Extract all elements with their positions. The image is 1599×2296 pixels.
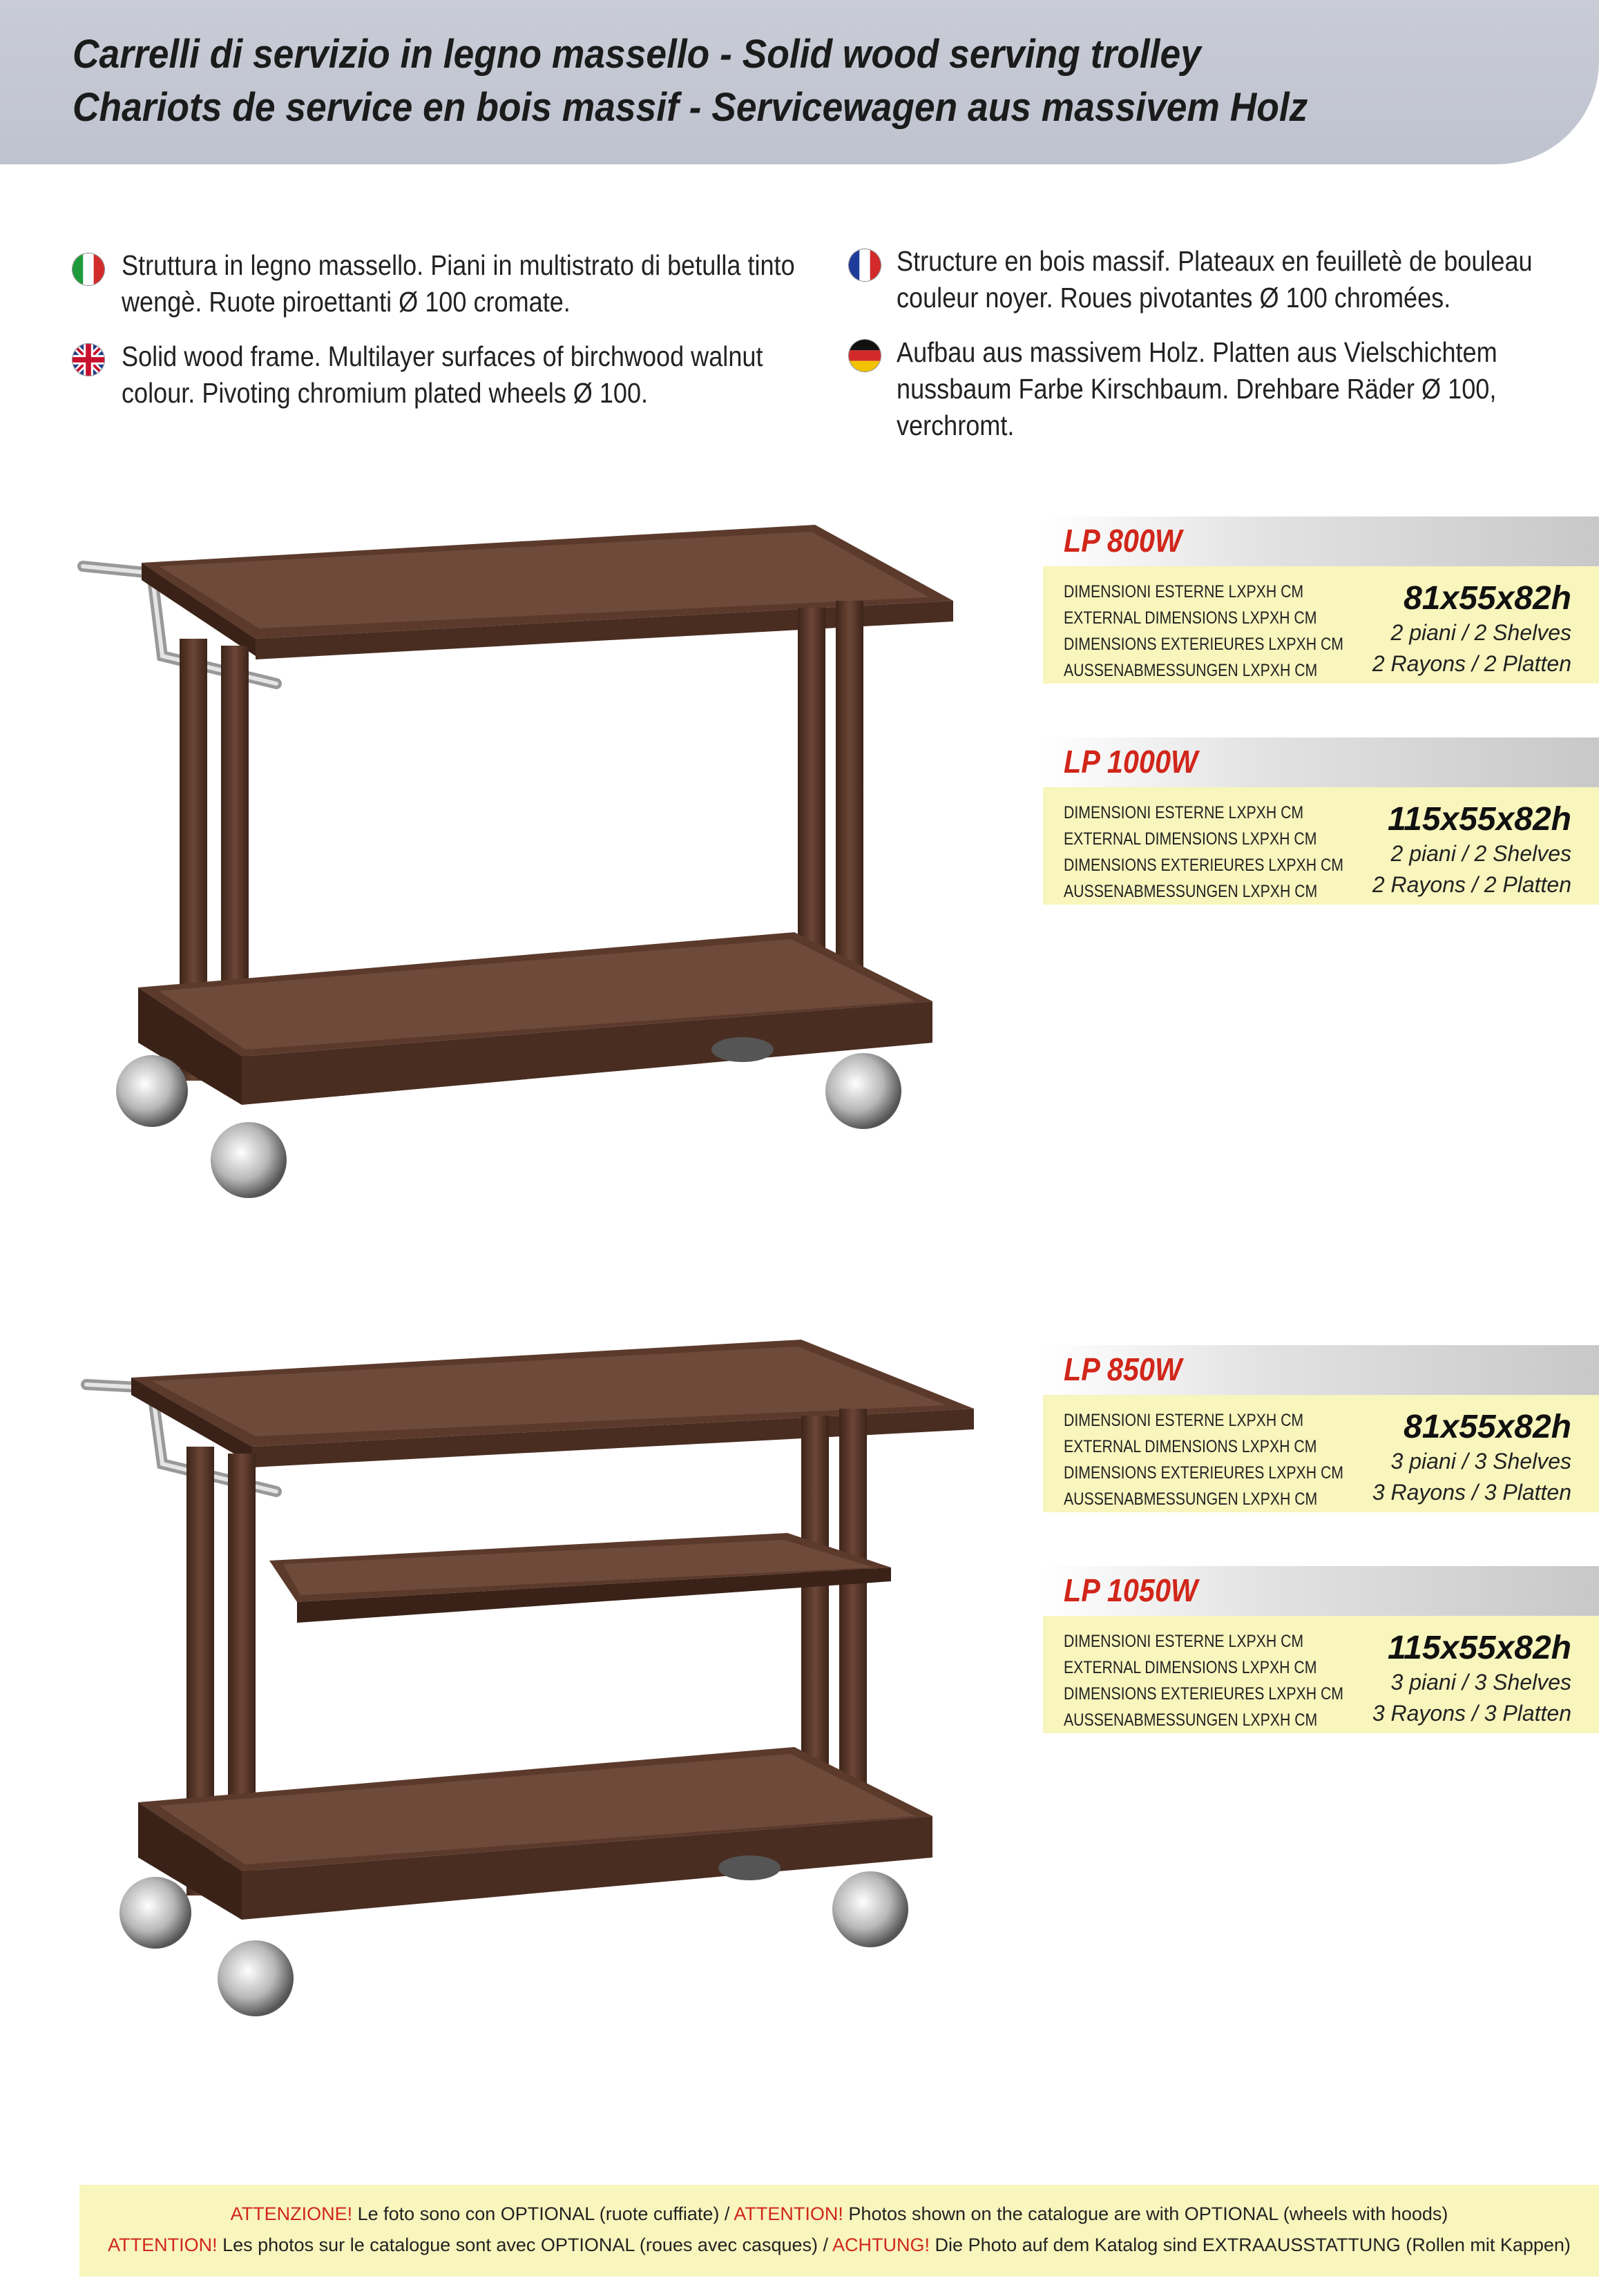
intro-french: Structure en bois massif. Plateaux en feuilletè de bouleau couleur noyer. Roues pivotantes Ø 100 chromées. [897, 245, 1533, 313]
germany-flag-icon [849, 340, 881, 372]
rayons-count: 2 Rayons / 2 Platten [1372, 651, 1571, 676]
label-en: EXTERNAL DIMENSIONS LXPXH CM [1064, 608, 1317, 628]
label-de: AUSSENABMESSUNGEN LXPXH CM [1064, 661, 1318, 680]
spec-tab [1043, 1345, 1599, 1395]
optional-notice-footer [79, 2185, 1599, 2277]
dimension-values [1372, 1630, 1571, 1729]
dimension-values [1372, 801, 1571, 900]
dimensions: 81x55x82h [1404, 1409, 1571, 1445]
footer-line-2 [79, 2230, 1599, 2261]
label-fr: DIMENSIONS EXTERIEURES LXPXH CM [1064, 1684, 1344, 1704]
shelves-count: 2 piani / 2 Shelves [1390, 841, 1571, 866]
notice-text-it: Le foto sono con OPTIONAL (ruote cuffiate) / [352, 2203, 734, 2224]
spec-box [1043, 1616, 1599, 1733]
intro-english: Solid wood frame. Multilayer surfaces of birchwood walnut colour. Pivoting chromium plated wheels Ø 100. [122, 340, 763, 409]
dimension-values [1372, 1409, 1571, 1508]
uk-flag-icon [73, 344, 104, 376]
product-code: LP 1050W [1064, 1572, 1198, 1608]
dimension-labels [1064, 1407, 1343, 1512]
spec-tab [1043, 737, 1599, 787]
attention-label-it: ATTENZIONE! [230, 2203, 353, 2224]
rayons-count: 2 Rayons / 2 Platten [1372, 872, 1571, 897]
intro-german: Aufbau aus massivem Holz. Platten aus Vielschichtem nussbaum Farbe Kirschbaum. Drehbare Räder Ø 100, verchromt. [897, 336, 1497, 441]
label-it: DIMENSIONI ESTERNE LXPXH CM [1064, 1411, 1304, 1430]
page-header [0, 0, 1599, 164]
label-it: DIMENSIONI ESTERNE LXPXH CM [1064, 803, 1304, 822]
attention-label-fr: ATTENTION! [108, 2235, 218, 2255]
dimension-labels [1064, 1628, 1343, 1733]
attention-label-de: ACHTUNG! [832, 2235, 930, 2255]
label-de: AUSSENABMESSUNGEN LXPXH CM [1064, 1710, 1318, 1730]
product-code: LP 1000W [1064, 744, 1198, 780]
spec-tab [1043, 1566, 1599, 1616]
trolley-3-shelves-image [69, 1333, 981, 2037]
product-code: LP 850W [1064, 1351, 1183, 1387]
rayons-count: 3 Rayons / 3 Platten [1372, 1480, 1571, 1505]
shelves-count: 3 piani / 3 Shelves [1390, 1670, 1571, 1695]
spec-lp-800w [1043, 517, 1599, 684]
notice-text-en: Photos shown on the catalogue are with OPTIONAL (wheels with hoods) [843, 2203, 1448, 2224]
dimension-labels [1064, 579, 1343, 684]
spec-box [1043, 566, 1599, 684]
notice-text-fr: Les photos sur le catalogue sont avec OPTIONAL (roues avec casques) / [217, 2235, 833, 2255]
shelves-count: 3 piani / 3 Shelves [1390, 1449, 1571, 1474]
dimension-values [1372, 580, 1571, 679]
label-it: DIMENSIONI ESTERNE LXPXH CM [1064, 582, 1304, 601]
label-en: EXTERNAL DIMENSIONS LXPXH CM [1064, 1437, 1317, 1456]
spec-lp-850w [1043, 1345, 1599, 1512]
attention-label-en: ATTENTION! [734, 2203, 843, 2224]
spec-lp-1050w [1043, 1566, 1599, 1733]
label-de: AUSSENABMESSUNGEN LXPXH CM [1064, 882, 1318, 901]
label-en: EXTERNAL DIMENSIONS LXPXH CM [1064, 1658, 1317, 1677]
label-de: AUSSENABMESSUNGEN LXPXH CM [1064, 1489, 1318, 1509]
dimensions: 115x55x82h [1387, 1630, 1571, 1666]
label-it: DIMENSIONI ESTERNE LXPXH CM [1064, 1632, 1304, 1651]
title-line-2: Chariots de service en bois massif - Servicewagen aus massivem Holz [73, 85, 1308, 130]
shelves-count: 2 piani / 2 Shelves [1390, 620, 1571, 645]
intro-italian: Struttura in legno massello. Piani in multistrato di betulla tinto wengè. Ruote piroettanti Ø 100 cromate. [122, 249, 795, 318]
label-fr: DIMENSIONS EXTERIEURES LXPXH CM [1064, 635, 1344, 654]
product-code: LP 800W [1064, 523, 1183, 559]
dimensions: 115x55x82h [1387, 801, 1571, 838]
italy-flag-icon [73, 253, 104, 285]
label-en: EXTERNAL DIMENSIONS LXPXH CM [1064, 829, 1317, 849]
dimensions: 81x55x82h [1404, 580, 1571, 617]
notice-text-de: Die Photo auf dem Katalog sind EXTRAAUSSTATTUNG (Rollen mit Kappen) [930, 2235, 1571, 2255]
spec-lp-1000w [1043, 737, 1599, 905]
spec-box [1043, 787, 1599, 905]
footer-line-1 [79, 2199, 1599, 2230]
title-line-1: Carrelli di servizio in legno massello - Solid wood serving trolley [73, 32, 1201, 77]
spec-box [1043, 1395, 1599, 1512]
rayons-count: 3 Rayons / 3 Platten [1372, 1701, 1571, 1726]
label-fr: DIMENSIONS EXTERIEURES LXPXH CM [1064, 1463, 1344, 1483]
trolley-2-shelves-image [69, 518, 981, 1222]
spec-tab [1043, 517, 1599, 566]
label-fr: DIMENSIONS EXTERIEURES LXPXH CM [1064, 856, 1344, 875]
france-flag-icon [849, 249, 881, 281]
dimension-labels [1064, 800, 1343, 905]
